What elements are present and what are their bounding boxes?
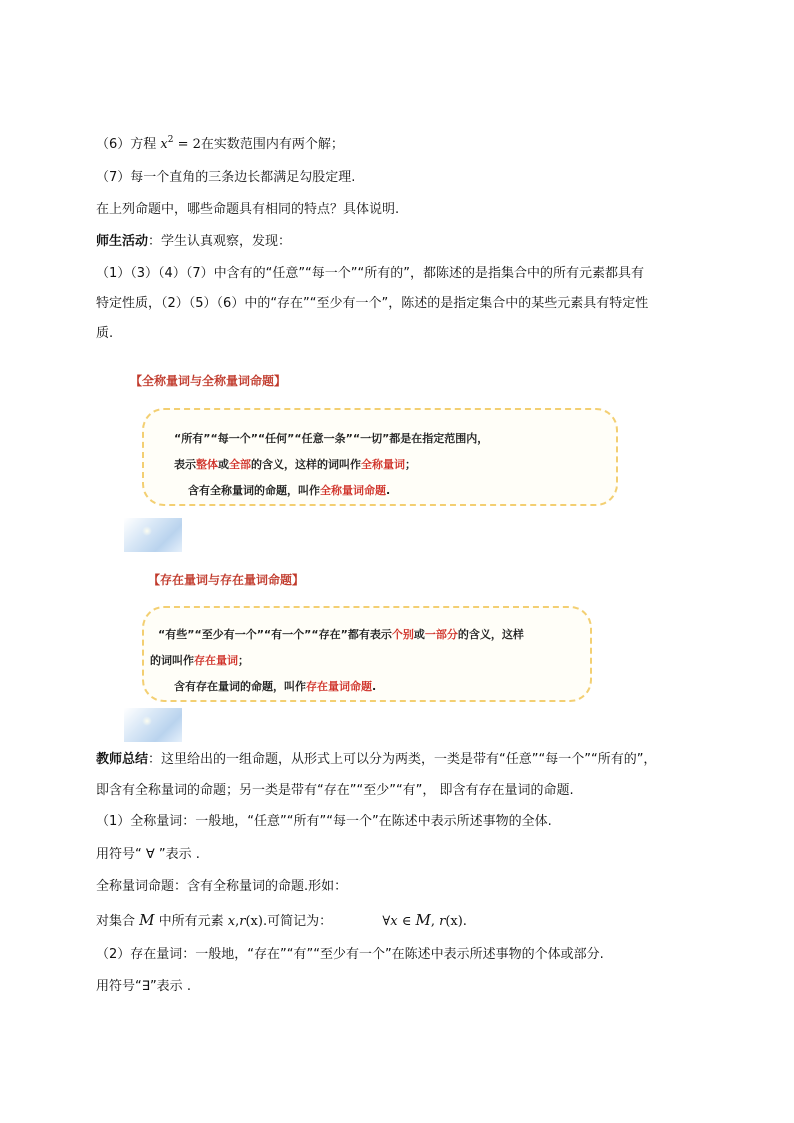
activity-label: 师生活动 [96,234,149,249]
universal-symbol: 用符号“ ∀ ”表示 . [96,847,200,862]
decorative-image [124,708,182,742]
box1-line-2: 表示整体或全部的含义，这样的词叫作全称量词； [174,458,416,471]
box2-line-2: 的词叫作存在量词； [150,654,249,667]
box2-title: 【存在量词与存在量词命题】 [148,573,305,587]
box1-line-3: 含有全称量词的命题，叫作全称量词命题. [188,484,391,497]
universal-form: 对集合 M 中所有元素 x,r(x).可简记为： ∀x ∈ M, r(x). [96,911,467,929]
universal-quantifier-box [142,408,618,506]
observation-line-1: （1）（3）（4）（7）中含有的“任意”“每一个”“所有的”，都陈述的是指集合中的所有元素都具有 [96,266,644,281]
observation-line-3: 质. [96,326,114,341]
question: 在上列命题中，哪些命题具有相同的特点？具体说明. [96,202,400,217]
observation-line-2: 特定性质，（2）（5）（6）中的“存在”“至少有一个”，陈述的是指定集合中的某些元素具有特定性 [96,296,649,311]
existential-symbol: 用符号“∃”表示 . [96,979,191,994]
existential-definition: （2）存在量词：一般地，“存在”“有”“至少有一个”在陈述中表示所述事物的个体或部分. [96,947,604,962]
box1-title: 【全称量词与全称量词命题】 [130,374,287,388]
universal-definition: （1）全称量词：一般地，“任意”“所有”“每一个”在陈述中表示所述事物的全体. [96,814,552,829]
box2-line-3: 含有存在量词的命题，叫作存在量词命题. [174,680,377,693]
proposition-7: （7）每一个直角的三条边长都满足勾股定理. [96,170,356,185]
universal-formula: ∀x ∈ M, r(x). [382,911,467,929]
activity-paragraph: 师生活动：学生认真观察，发现： [96,234,292,249]
box1-line-1: “所有”“每一个”“任何”“任意一条”“一切”都是在指定范围内， [174,432,489,445]
summary-line-2: 即含有全称量词的命题；另一类是带有“存在”“至少”“有”， 即含有存在量词的命题. [96,783,574,798]
summary-line-1: 教师总结：这里给出的一组命题，从形式上可以分为两类，一类是带有“任意”“每一个”“所有的”， [96,752,657,767]
decorative-image [124,518,182,552]
universal-proposition: 全称量词命题：含有全称量词的命题.形如： [96,879,348,894]
proposition-6: （6）方程 $x^2 = 2$在实数范围内有两个解； [96,135,344,152]
box2-line-1: “有些”“至少有一个”“有一个”“存在”都有表示个别或一部分的含义，这样 [158,628,524,641]
summary-label: 教师总结 [96,752,149,767]
existential-quantifier-box [142,606,592,702]
